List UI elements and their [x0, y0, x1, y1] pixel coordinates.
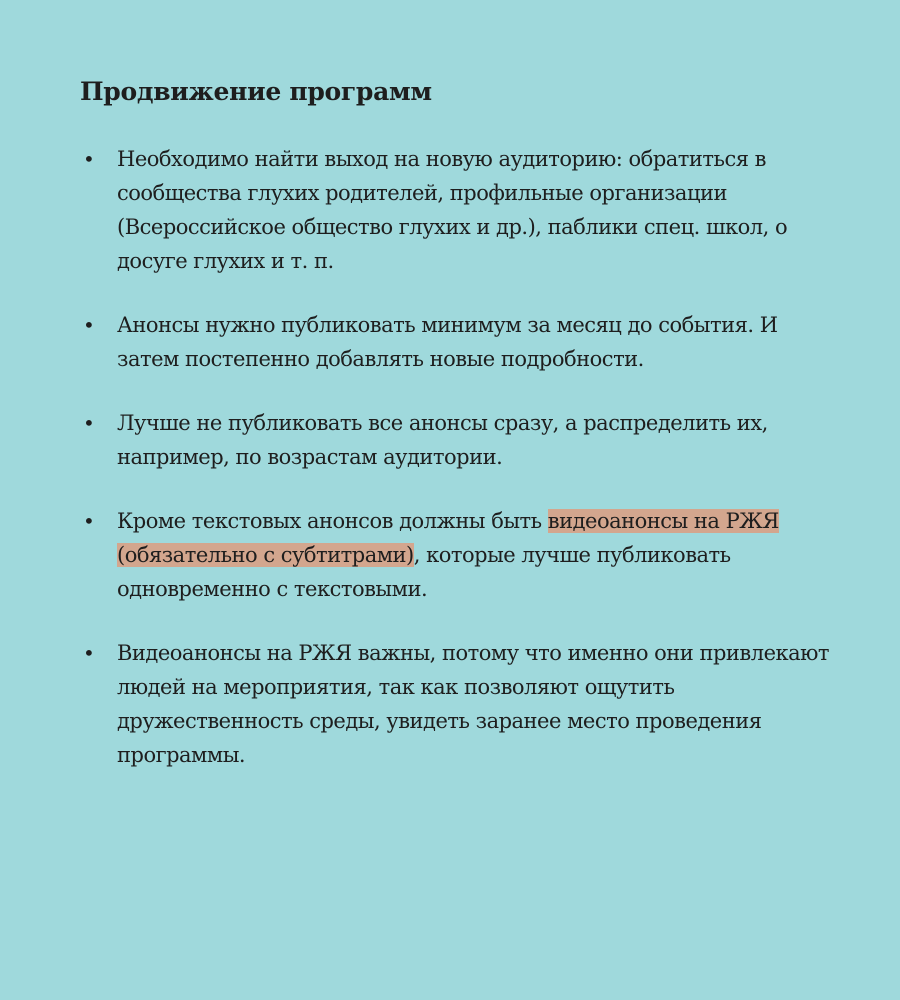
bullet-icon: •: [83, 313, 95, 337]
list-item-text: Видеоанонсы на РЖЯ важны, потому что именно они привлекают людей на мероприятия, так как позволяют ощутить дружественность среды, увидеть заранее место проведения программы.: [117, 641, 830, 767]
bullet-list: [80, 142, 840, 772]
list-item: [80, 308, 840, 376]
list-item-text-before: Кроме текстовых анонсов должны быть: [117, 509, 548, 533]
list-item: [80, 406, 840, 474]
list-item-text: Лучше не публиковать все анонсы сразу, а распределить их, например, по возрастам аудитории.: [117, 411, 768, 469]
bullet-icon: •: [83, 509, 95, 533]
bullet-icon: •: [83, 147, 95, 171]
content-page: [80, 72, 840, 802]
list-item-text-after: , которые лучше публиковать одновременно с текстовыми.: [117, 543, 731, 601]
highlighted-text: видеоанонсы на РЖЯ (обязательно с субтитрами): [117, 509, 779, 567]
list-item: [80, 142, 840, 278]
list-item: [80, 504, 840, 606]
page-title: Продвижение программ: [80, 77, 432, 106]
bullet-icon: •: [83, 411, 95, 435]
list-item-text: Анонсы нужно публиковать минимум за месяц до события. И затем постепенно добавлять новые подробности.: [117, 313, 778, 371]
list-item-text: Необходимо найти выход на новую аудиторию: обратиться в сообщества глухих родителей, профильные организации (Всероссийское общество глухих и др.), паблики спец. школ, о досуге глухих и т. п.: [117, 147, 788, 273]
bullet-icon: •: [83, 641, 95, 665]
list-item: [80, 636, 840, 772]
